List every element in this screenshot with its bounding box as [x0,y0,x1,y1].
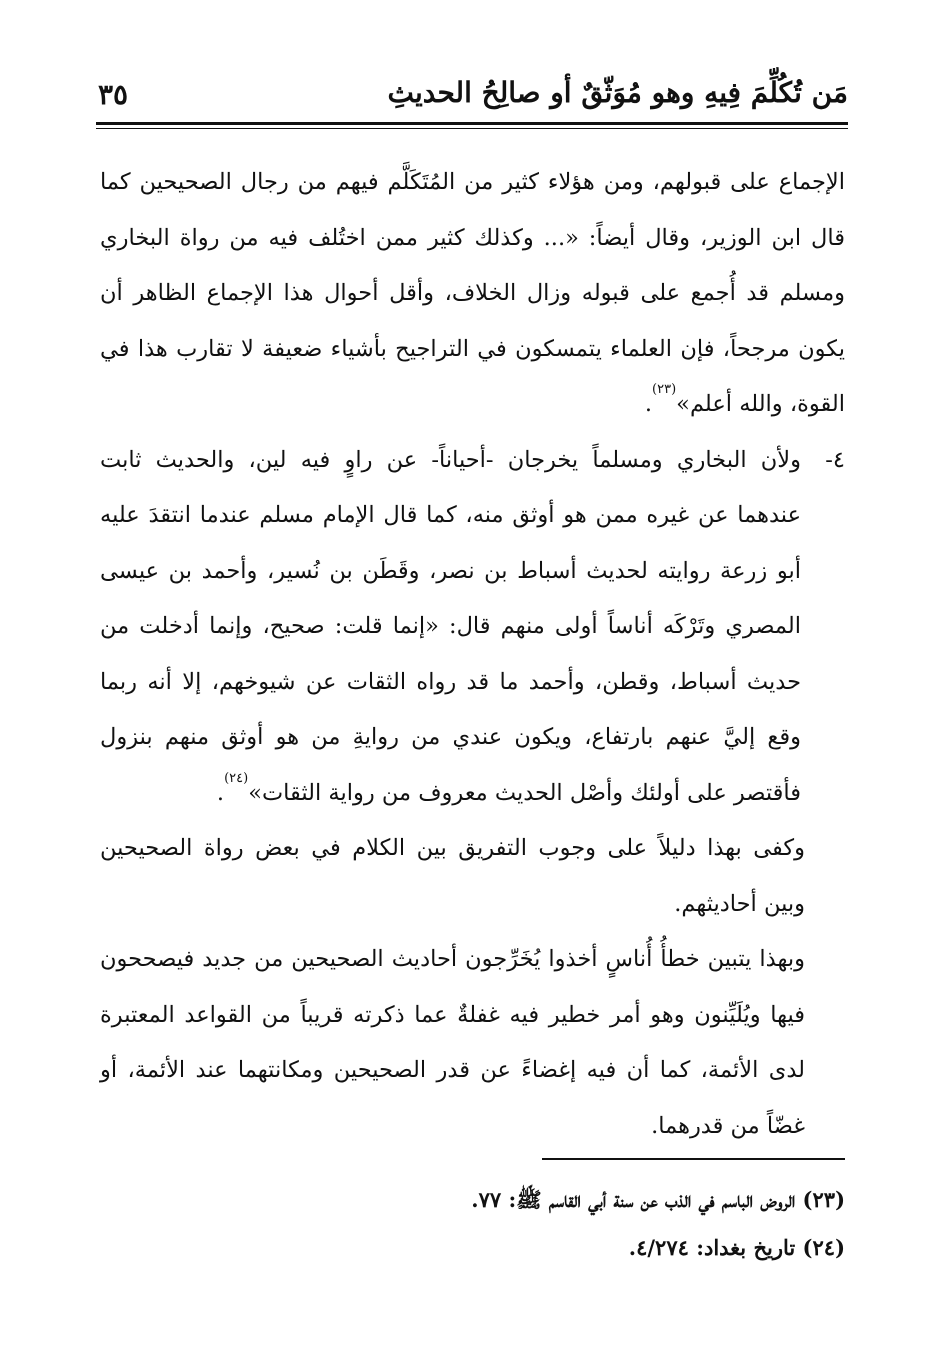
paragraph-1-end: . [644,391,653,417]
paragraph-2: وكفى بهذا دليلاً على وجوب التفريق بين الكلام في بعض رواة الصحيحين وبين أحاديثهم. [100,835,805,917]
paragraph-1-text: الإجماع على قبولهم، ومن هؤلاء كثير من المُتَكَلَّم فيهم من رجال الصحيحين كما قال ابن الوزير، وقال أيضاً: «... وكذلك كثير ممن اختُلف فيه من رواة البخاري ومسلم قد أُجمع على قبوله وزال الخلاف، وأقل أحوال هذا الإجماع الظاهر أن يكون مرجحاً، فإن العلماء يتمسكون في التراجيح بأشياء ضعيفة لا تقارب هذا في القوة، والله أعلم» [100,169,845,417]
footnotes [100,1176,845,1272]
page-number: ٣٥ [98,78,129,111]
footnote-23: (٢٣) الروض الباسم في الذب عن سنة أبي القاسم ﷺ: ٧٧. [471,1187,845,1212]
list-item-4 [100,433,845,822]
main-text [100,155,845,1154]
running-title: مَن تُكُلِّمَ فِيهِ وهو مُوَثّقٌ أو صالِحُ الحديثِ [387,76,848,109]
footnote-ref-23: (٢٣) [652,382,677,397]
list-item-4-text: ولأن البخاري ومسلماً يخرجان -أحياناً- عن راوٍ فيه لين، والحديث ثابت عندهما عن غيره ممن هو أوثق منه، كما قال الإمام مسلم عندما انتقدَ عليه أبو زرعة روايته لحديث أسباط بن نصر، وقَطَن بن نُسير، وأحمد بن عيسى المصري وتَرْكَه أناساً أولى منهم قال: «إنما قلت: صحيح، وإنما أدخلت من حديث أسباط، وقطن، وأحمد ما قد رواه الثقات عن شيوخهم، إلا أنه ربما وقع إليَّ عنهم بارتفاع، ويكون عندي من روايةِ من هو أوثق منهم بنزول فأقتصر على أولئك وأصْل الحديث معروف من رواية الثقات» [100,446,801,806]
footnote-divider [542,1158,845,1160]
page-header [96,64,848,124]
list-item-4-end: . [216,779,225,806]
list-item-4-number: ٤- [825,446,845,473]
footnote-24: (٢٤) تاريخ بغداد: ٤/٢٧٤. [628,1235,845,1260]
footnote-ref-24: (٢٤) [224,770,249,786]
paragraph-3: وبهذا يتبين خطأُ أُناسٍ أخذوا يُخَرِّجون أحاديث الصحيحين من جديد فيصححون فيها ويُلَيِّنون وهو أمر خطير فيه غفلةٌ عما ذكرته قريباً من القواعد المعتبرة لدى الأئمة، كما أن فيه إغضاءً عن قدر الصحيحين ومكانتهما عند الأئمة، أو غضّاً من قدرهما. [100,946,805,1139]
paragraph-1 [100,155,845,433]
header-rule-thick [96,122,848,125]
header-rule-thin [96,128,848,129]
